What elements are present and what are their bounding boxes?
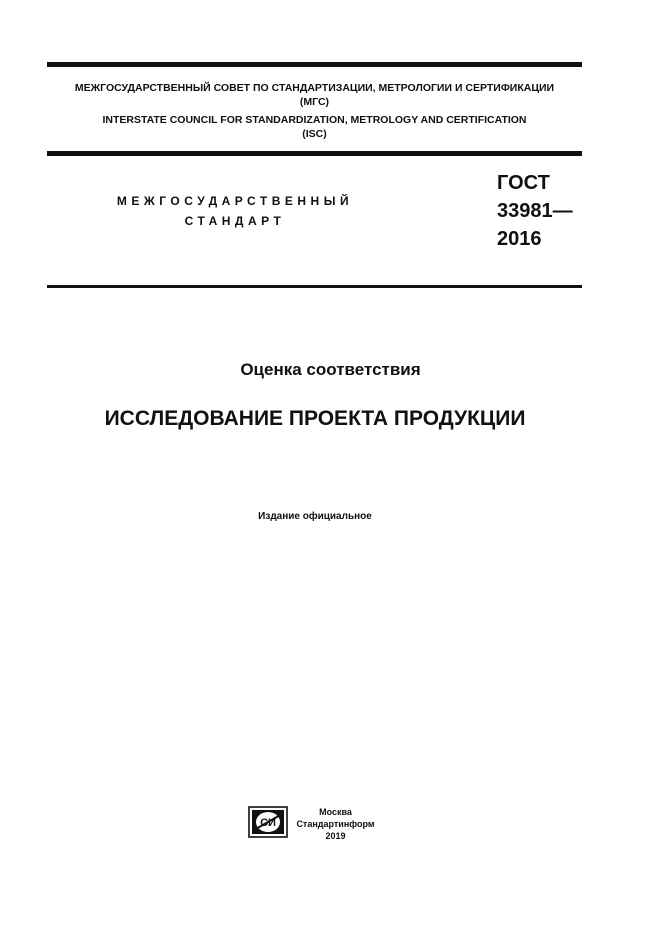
gost-label: ГОСТ (497, 172, 550, 194)
council-name-ru-text: МЕЖГОСУДАРСТВЕННЫЙ СОВЕТ ПО СТАНДАРТИЗАЦИИ, МЕТРОЛОГИИ И СЕРТИФИКАЦИИ (74, 82, 555, 94)
council-abbr-ru: (МГС) (299, 96, 330, 108)
publisher-name: Стандартинформ (296, 819, 375, 829)
standard-kind-line2: СТАНДАРТ (184, 214, 286, 228)
gost-number: 33981— (497, 200, 573, 222)
document-subtitle: Оценка соответствия (240, 360, 421, 379)
standard-kind (110, 191, 360, 231)
edition-note: Издание официальное (258, 511, 372, 522)
standartinform-logo-icon (248, 806, 288, 838)
council-abbr-en: (ISC) (302, 128, 327, 140)
publisher-info (293, 806, 378, 842)
logo-lettering: СИ (260, 817, 276, 829)
bottom-rule (47, 285, 582, 288)
council-name-ru (47, 81, 582, 109)
standard-kind-line1: МЕЖГОСУДАРСТВЕННЫЙ (116, 194, 354, 208)
gost-year: 2016 (497, 228, 542, 250)
document-title: ИССЛЕДОВАНИЕ ПРОЕКТА ПРОДУКЦИИ (104, 407, 526, 430)
publication-year: 2019 (325, 831, 346, 841)
middle-rule (47, 151, 582, 156)
council-name-en (47, 113, 582, 141)
gost-designation (497, 169, 573, 253)
top-rule (47, 62, 582, 67)
council-name-en-text: INTERSTATE COUNCIL FOR STANDARDIZATION, METROLOGY AND CERTIFICATION (102, 114, 527, 126)
publisher-city: Москва (319, 807, 352, 817)
